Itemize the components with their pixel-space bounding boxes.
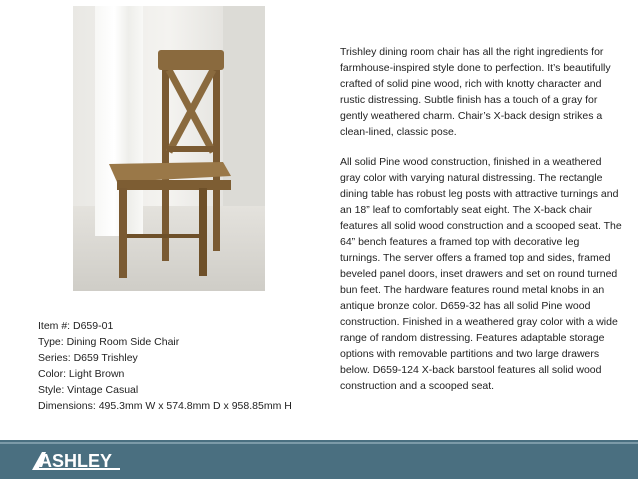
item-number: Item #: D659-01 xyxy=(38,320,114,332)
chair-photo-icon xyxy=(73,6,265,291)
ashley-logo-icon xyxy=(30,448,120,474)
product-details xyxy=(38,318,292,414)
brand-name: ASHLEY xyxy=(39,451,113,471)
footer-rule xyxy=(0,442,638,444)
description-paragraph-1: Trishley dining room chair has all the right ingredients for farmhouse-inspired style done to perfection. It’s beautifully crafted of solid pine wood, rich with knotty character and rustic distressing. Subtle finish has a touch of a gray for gently weathered charm. Chair’s X-back design strikes a clean-lined, classic pose. xyxy=(340,46,611,138)
description-paragraph-2: All solid Pine wood construction, finished in a weathered gray color with varying natural distressing. The rectangle dining table has robust leg posts with attractive turnings and an 18” leaf to comfortably seat eight. The X-back chair features all solid wood construction and a scooped seat. The 64” bench features a framed top with decorative leg turnings. The server offers a framed top and sides, framed beveled panel doors, inset drawers and set on round turned bun feet. The hardware features round metal knobs in an antique bronze color. D659-32 has all solid Pine wood construction. Finished in a weathered gray color with a wide range of random distressing. Features adaptable storage options with removable partitions and two large drawers below. D659-124 X-back barstool features all solid wood construction and a scooped seat. xyxy=(340,156,622,392)
product-style: Style: Vintage Casual xyxy=(38,384,139,396)
footer-bar xyxy=(0,440,638,479)
product-photo xyxy=(73,6,265,291)
product-type: Type: Dining Room Side Chair xyxy=(38,336,180,348)
ashley-logo xyxy=(30,448,120,474)
product-series: Series: D659 Trishley xyxy=(38,352,138,364)
product-color: Color: Light Brown xyxy=(38,368,125,380)
product-description xyxy=(340,44,622,394)
product-dimensions: Dimensions: 495.3mm W x 574.8mm D x 958.85mm H xyxy=(38,400,292,412)
